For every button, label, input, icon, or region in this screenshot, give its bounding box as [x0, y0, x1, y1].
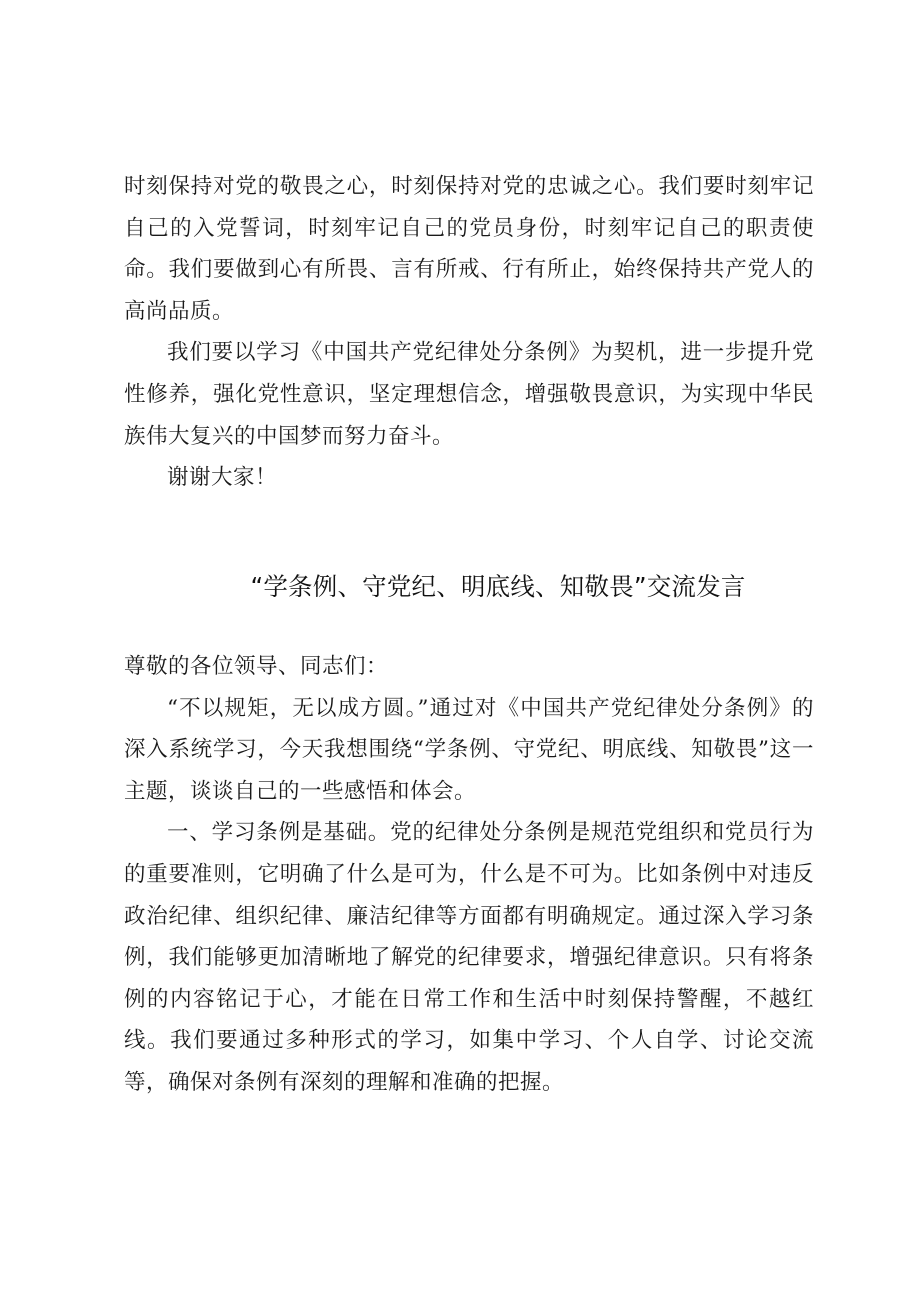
salutation: 尊敬的各位领导、同志们：: [124, 654, 389, 679]
paragraph-section-one: 一、学习条例是基础。党的纪律处分条例是规范党组织和党员行为的重要准则，它明确了什么是可为，什么是不可为。比如条例中对违反政治纪律、组织纪律、廉洁纪律等方面都有明确规定。通过深入学习条例，我们能够更加清晰地了解党的纪律要求，增强纪律意识。只有将条例的内容铭记于心，才能在日常工作和生活中时刻保持警醒，不越红线。我们要通过多种形式的学习，如集中学习、个人自学、讨论交流等，确保对条例有深刻的理解和准确的把握。: [124, 820, 814, 1095]
paragraph-thanks: 谢谢大家！: [167, 465, 278, 491]
paragraph-intro: “不以规矩，无以成方圆。”通过对《中国共产党纪律处分条例》的深入系统学习，今天我想围绕“学条例、守党纪、明底线、知敬畏”这一主题，谈谈自己的一些感悟和体会。: [124, 695, 814, 804]
speech-body: [124, 646, 814, 1104]
speech-title: “学条例、守党纪、明底线、知敬畏”交流发言: [250, 572, 746, 601]
paragraph-study-opportunity: 我们要以学习《中国共产党纪律处分条例》为契机，进一步提升党性修养，强化党性意识，坚定理想信念，增强敬畏意识，为实现中华民族伟大复兴的中国梦而努力奋斗。: [124, 340, 814, 449]
paragraph-continued: 时刻保持对党的敬畏之心，时刻保持对党的忠诚之心。我们要时刻牢记自己的入党誓词，时刻牢记自己的党员身份，时刻牢记自己的职责使命。我们要做到心有所畏、言有所戒、行有所止，始终保持共产党人的高尚品质。: [124, 174, 814, 324]
continued-section: [124, 166, 814, 499]
